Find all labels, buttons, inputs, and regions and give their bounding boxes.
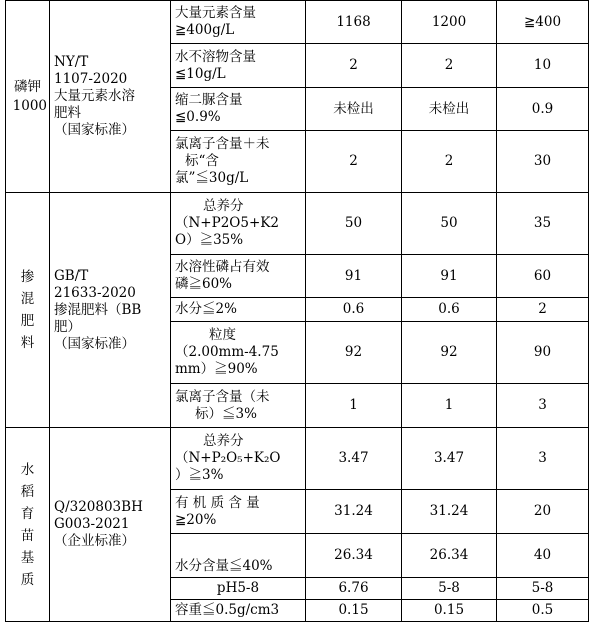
value-cell: 92 [402, 322, 497, 384]
value-cell: 20 [497, 490, 589, 534]
item-cell [171, 298, 306, 322]
spec-table [5, 0, 589, 622]
value-cell: 26.34 [306, 534, 402, 578]
value-cell: 31.24 [306, 490, 402, 534]
standard-line: 21633-2020 [54, 284, 136, 301]
item-cell [171, 490, 306, 534]
value-cell: 0.6 [402, 298, 497, 322]
item-line: 水分含量≦40% [175, 558, 273, 574]
value-cell: 1 [402, 384, 497, 428]
value-cell: 未检出 [306, 88, 402, 131]
standard-line: G003-2021 [54, 516, 130, 532]
value-cell: 2 [306, 131, 402, 193]
standard-line: Q/320803BH [54, 499, 143, 515]
value-cell: 92 [306, 322, 402, 384]
value-cell: 0.6 [306, 298, 402, 322]
standard-cell [50, 193, 171, 428]
item-line: （2.00mm-4.75 [175, 344, 279, 360]
value-cell: 10 [497, 44, 589, 88]
item-line: 水溶性磷占有效 [175, 259, 270, 275]
value-cell: 0.15 [306, 600, 402, 622]
item-line: 粒度 [209, 327, 236, 343]
value-cell: 2 [402, 44, 497, 88]
standard-line: 肥料 [54, 105, 81, 121]
item-cell [171, 578, 306, 600]
standard-line: （国家标准） [54, 335, 135, 352]
item-line: 标“含 [185, 153, 219, 169]
value-cell: 0.9 [497, 88, 589, 131]
item-cell [171, 428, 306, 490]
item-cell [171, 1, 306, 44]
category-cell [6, 428, 50, 622]
value-cell: ≧400 [497, 1, 589, 44]
item-line: ≦10g/L [175, 65, 226, 82]
value-cell: 5-8 [402, 578, 497, 600]
item-line: 有 机 质 含 量 [175, 494, 260, 511]
value-cell: 60 [497, 255, 589, 298]
item-line: 磷≧60% [175, 276, 233, 292]
item-line: ≧20% [175, 511, 217, 528]
category-label: 水稻育苗基质 [20, 461, 35, 588]
standard-line: （企业标准） [54, 533, 135, 549]
item-line: ≧400g/L [175, 22, 235, 38]
category-label: 掺混肥料 [20, 269, 35, 351]
value-cell: 1 [306, 384, 402, 428]
item-line: 大量元素含量 [175, 5, 256, 21]
item-line: 总养分 [203, 198, 244, 214]
item-line: 水不溶物含量 [175, 48, 256, 65]
item-line: 缩二脲含量 [175, 92, 243, 108]
value-cell: 50 [402, 193, 497, 255]
value-cell: 6.76 [306, 578, 402, 600]
table-row [6, 193, 589, 255]
item-cell [171, 193, 306, 255]
standard-line: NY/T [54, 54, 89, 70]
item-cell [171, 44, 306, 88]
item-cell [171, 88, 306, 131]
item-line: 氯离子含量＋未 [175, 136, 270, 152]
item-line: 总养分 [203, 433, 244, 449]
item-cell [171, 322, 306, 384]
value-cell: 0.5 [497, 600, 589, 622]
item-cell [171, 534, 306, 578]
standard-line: （国家标准） [54, 122, 135, 138]
value-cell: 5-8 [497, 578, 589, 600]
value-cell: 30 [497, 131, 589, 193]
standard-cell [50, 1, 171, 193]
value-cell: 50 [306, 193, 402, 255]
value-cell: 90 [497, 322, 589, 384]
item-cell [171, 384, 306, 428]
value-cell: 3 [497, 384, 589, 428]
item-line: 氯”≦30g/L [175, 170, 249, 186]
standard-line: 肥） [54, 318, 81, 335]
item-line: 容重≦0.5g/cm3 [175, 602, 280, 618]
value-cell: 40 [497, 534, 589, 578]
value-cell: 2 [402, 131, 497, 193]
value-cell: 未检出 [402, 88, 497, 131]
value-cell: 91 [402, 255, 497, 298]
spec-table-body [6, 1, 589, 622]
standard-line: 大量元素水溶 [54, 88, 135, 104]
item-line: ）≧3% [175, 467, 224, 483]
value-cell: 0.15 [402, 600, 497, 622]
value-cell: 1168 [306, 1, 402, 44]
item-line: 标）≦3% [195, 405, 257, 422]
standard-line: 掺混肥料（BB [54, 301, 142, 318]
value-cell: 3.47 [402, 428, 497, 490]
value-cell: 1200 [402, 1, 497, 44]
standard-line: 1107-2020 [54, 71, 128, 87]
item-cell [171, 255, 306, 298]
item-line: mm）≧90% [175, 361, 258, 377]
standard-line: GB/T [54, 267, 89, 284]
value-cell: 35 [497, 193, 589, 255]
item-line: pH5-8 [216, 580, 260, 596]
category-cell [6, 193, 50, 428]
item-line: 氯离子含量（未 [175, 388, 270, 405]
item-cell [171, 600, 306, 622]
table-row [6, 428, 589, 490]
item-line: （N+P₂O₅+K₂O [175, 450, 281, 466]
category-cell [6, 1, 50, 193]
value-cell: 31.24 [402, 490, 497, 534]
item-line: （N+P2O5+K2 [175, 215, 279, 231]
item-line: 水分≦2% [175, 301, 237, 317]
value-cell: 3 [497, 428, 589, 490]
value-cell: 2 [497, 298, 589, 322]
value-cell: 2 [306, 44, 402, 88]
value-cell: 3.47 [306, 428, 402, 490]
table-row [6, 1, 589, 44]
item-cell [171, 131, 306, 193]
category-label: 磷钾1000 [12, 78, 48, 114]
item-line: O）≧35% [175, 232, 244, 248]
value-cell: 91 [306, 255, 402, 298]
value-cell: 26.34 [402, 534, 497, 578]
item-line: ≦0.9% [175, 109, 221, 125]
standard-cell [50, 428, 171, 622]
